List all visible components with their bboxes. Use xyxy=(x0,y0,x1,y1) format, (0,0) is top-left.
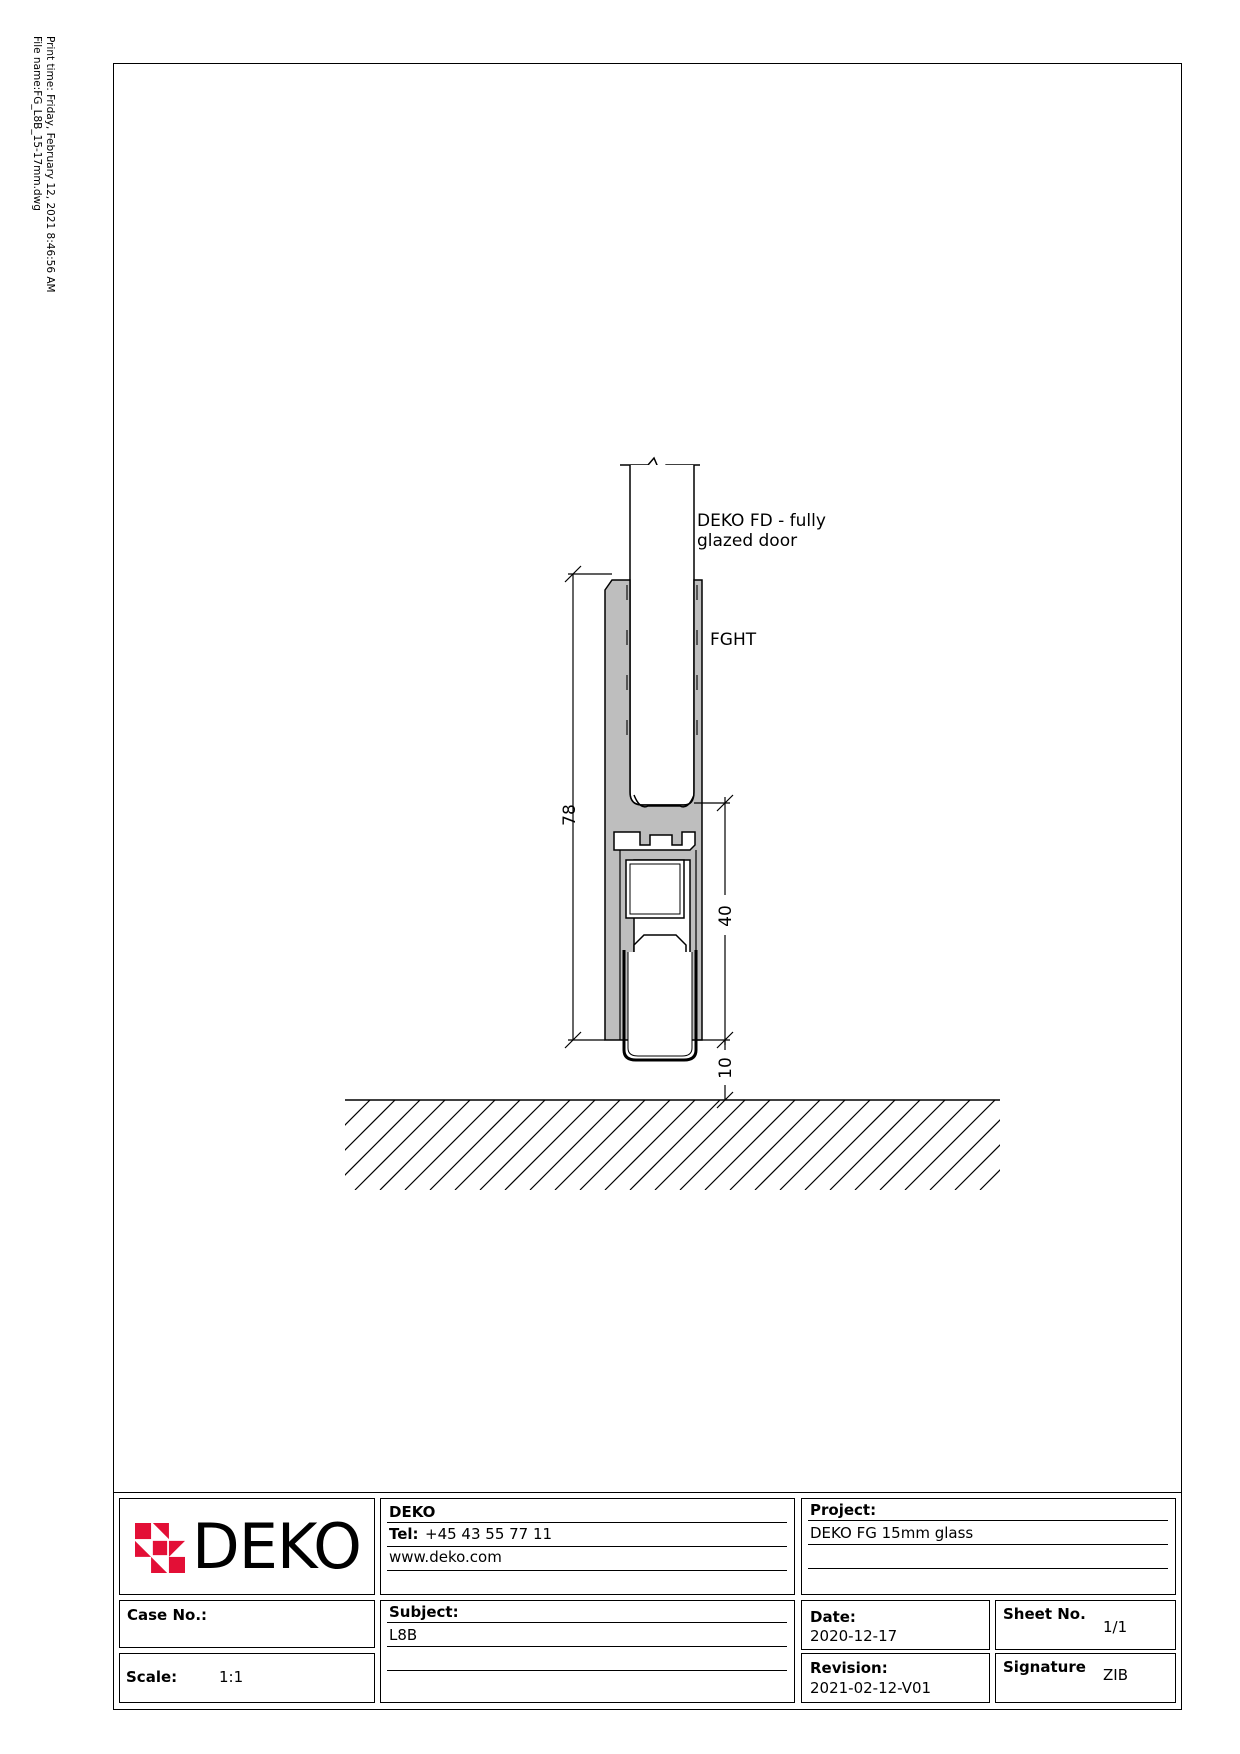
date-value: 2020-12-17 xyxy=(810,1627,898,1645)
date-label: Date: xyxy=(810,1608,856,1626)
signature-value: ZIB xyxy=(1103,1666,1128,1684)
hatch-line xyxy=(705,1100,795,1190)
hatch-line xyxy=(905,1100,995,1190)
hatch-line xyxy=(755,1100,845,1190)
label-door-line1: DEKO FD - fully xyxy=(697,511,826,531)
hatch-line xyxy=(855,1100,945,1190)
hatch-line xyxy=(780,1100,870,1190)
company-web: www.deko.com xyxy=(389,1548,502,1566)
hatch-line xyxy=(805,1100,895,1190)
project-value: DEKO FG 15mm glass xyxy=(810,1524,974,1542)
hatch-line xyxy=(330,1100,420,1190)
dim-40-label: 40 xyxy=(716,905,736,927)
company-name: DEKO xyxy=(389,1503,436,1521)
project-label: Project: xyxy=(810,1501,877,1519)
revision-label: Revision: xyxy=(810,1659,888,1677)
glass-pane xyxy=(620,458,700,805)
scale-label: Scale: xyxy=(126,1668,178,1686)
hatch-line xyxy=(280,1100,370,1190)
revision-value: 2021-02-12-V01 xyxy=(810,1679,932,1697)
hatch-line xyxy=(505,1100,595,1190)
hatch-line xyxy=(305,1100,395,1190)
hatch-line xyxy=(605,1100,695,1190)
hatch-line xyxy=(1055,1100,1145,1190)
hatch-line xyxy=(380,1100,470,1190)
hatch-line xyxy=(405,1100,495,1190)
dim-10-label: 10 xyxy=(716,1057,736,1079)
hatch-line xyxy=(430,1100,520,1190)
label-profile: FGHT xyxy=(710,630,757,650)
hatch-line xyxy=(630,1100,720,1190)
hatch-line xyxy=(355,1100,445,1190)
hatch-line xyxy=(555,1100,645,1190)
hatch-line xyxy=(1005,1100,1095,1190)
hatch-line xyxy=(655,1100,745,1190)
label-door-line2: glazed door xyxy=(697,531,798,551)
hatch-line xyxy=(680,1100,770,1190)
hatch-line xyxy=(980,1100,1070,1190)
hatch-line xyxy=(955,1100,1045,1190)
hatch-line xyxy=(580,1100,670,1190)
sheet-no-label: Sheet No. xyxy=(1003,1605,1086,1623)
file-name: File name:FG_L8B_15-17mm.dwg xyxy=(31,36,43,211)
subject-value: L8B xyxy=(389,1626,418,1644)
dim-78-label: 78 xyxy=(560,804,580,826)
floor-hatch xyxy=(280,1100,1170,1190)
scale-value: 1:1 xyxy=(219,1668,244,1686)
hatch-line xyxy=(830,1100,920,1190)
hatch-line xyxy=(1030,1100,1120,1190)
sheet-no-value: 1/1 xyxy=(1103,1618,1128,1636)
signature-label: Signature xyxy=(1003,1658,1086,1676)
hatch-line xyxy=(455,1100,545,1190)
case-no-label: Case No.: xyxy=(127,1606,208,1624)
logo-wordmark: DEKO xyxy=(192,1510,361,1583)
hatch-line xyxy=(930,1100,1020,1190)
tel-value: +45 43 55 77 11 xyxy=(425,1525,553,1543)
print-time: Print time: Friday, February 12, 2021 8:46:56 AM xyxy=(44,36,56,293)
tel-label: Tel: xyxy=(389,1525,419,1543)
hatch-line xyxy=(880,1100,970,1190)
subject-label: Subject: xyxy=(389,1603,459,1621)
hatch-line xyxy=(1080,1100,1170,1190)
hatch-line xyxy=(730,1100,820,1190)
hatch-line xyxy=(480,1100,570,1190)
deko-logo-icon xyxy=(135,1523,185,1573)
hatch-line xyxy=(530,1100,620,1190)
